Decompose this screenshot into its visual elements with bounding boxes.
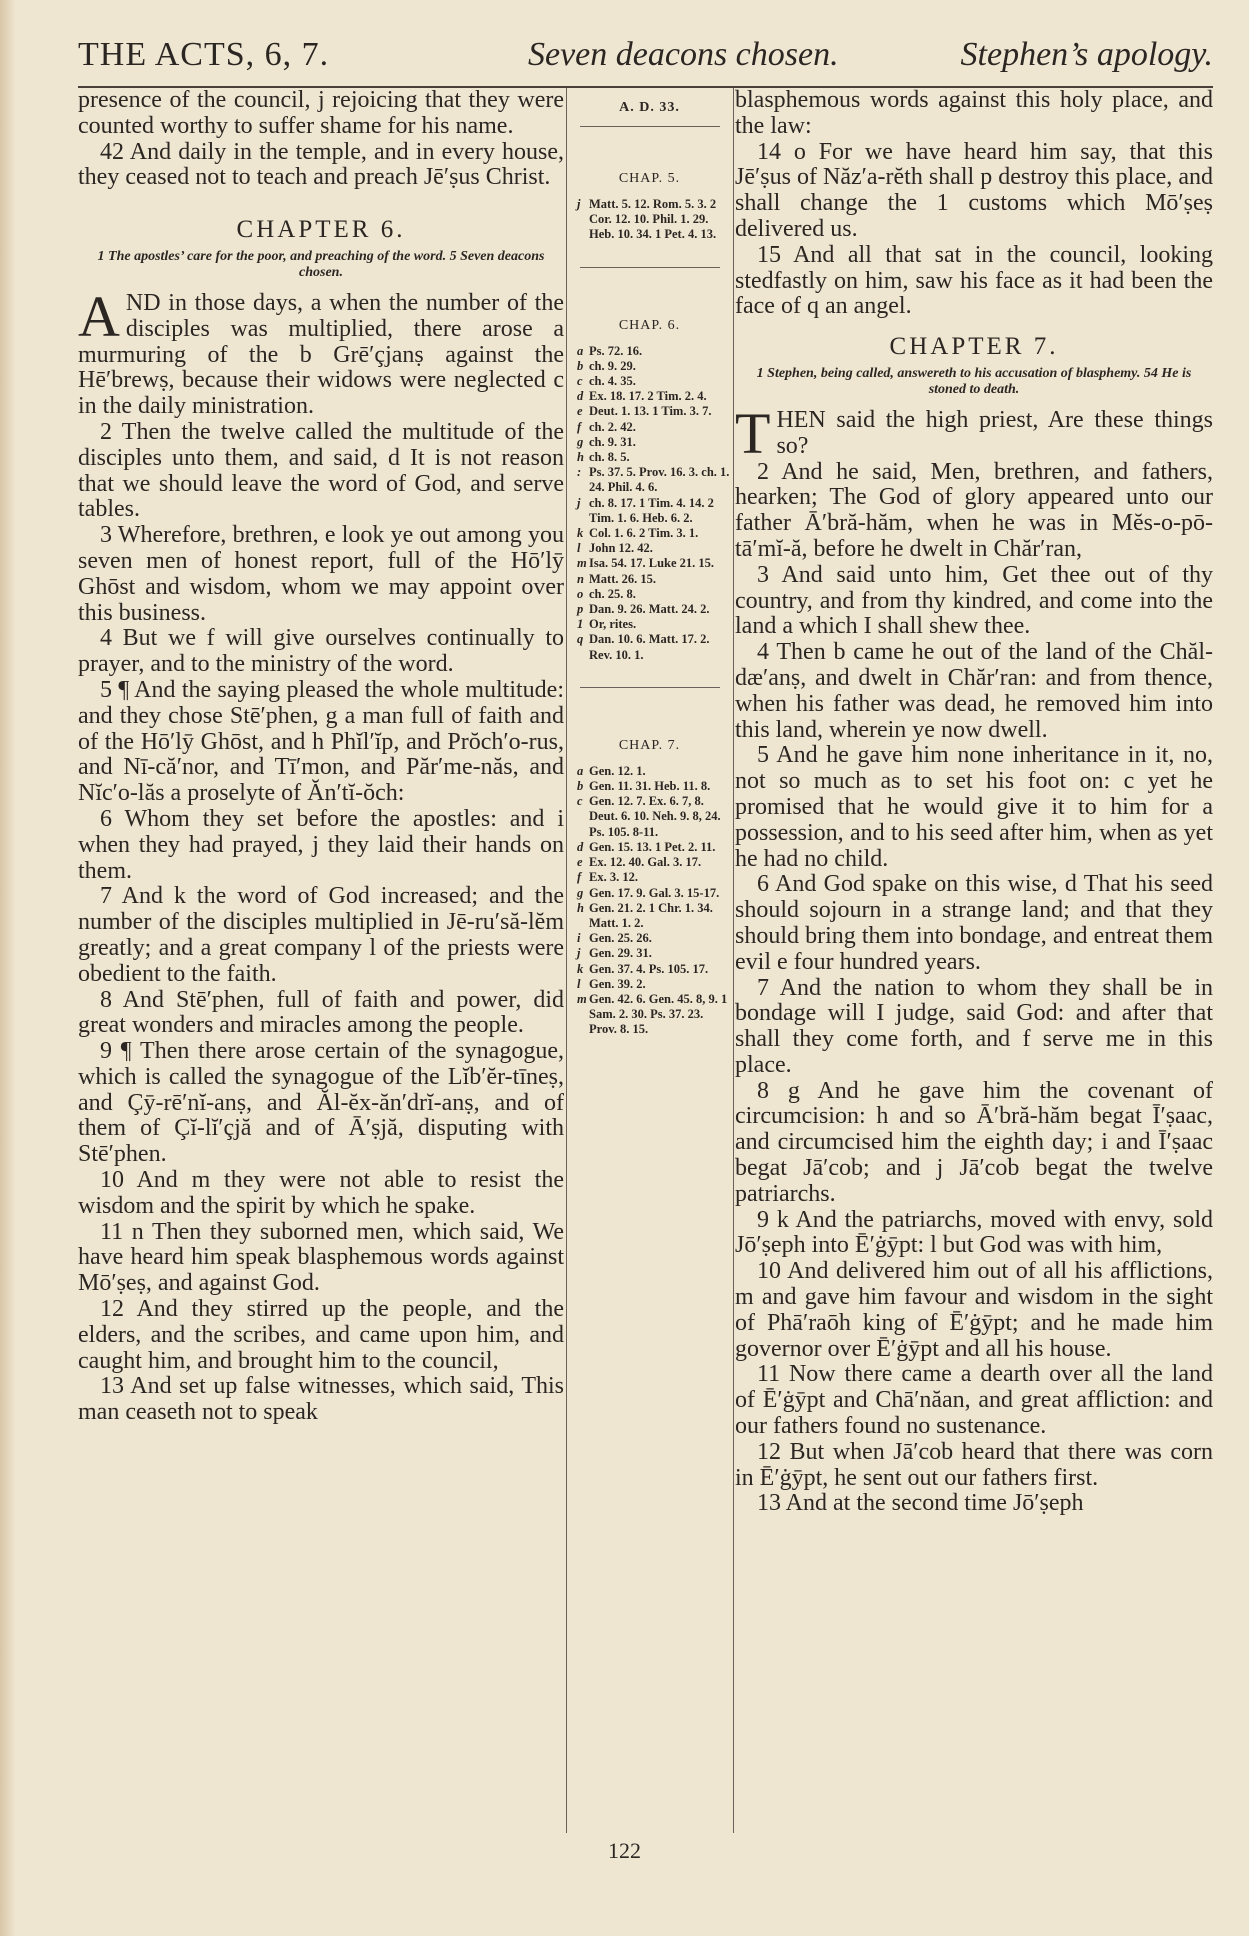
reference-text: Ps. 72. 16. — [589, 343, 643, 358]
reference-text: Col. 1. 6. 2 Tim. 3. 1. — [589, 526, 699, 541]
verse-paragraph: 10 And m they were not able to resist the wisdom and the spirit by which he spake. — [78, 1167, 564, 1219]
reference-text: Gen. 21. 2. 1 Chr. 1. 34. Matt. 1. 2. — [589, 900, 713, 930]
reference-key: o — [577, 586, 584, 601]
verse-paragraph: 10 And delivered him out of all his afflictions, m and gave him favour and wisdom in the sight of Phā′raōh king of Ē′ġȳpt; and he made him governor over Ē′ġȳpt and all his house. — [735, 1258, 1213, 1362]
reference-text: Gen. 12. 1. — [589, 763, 646, 778]
reference-key: m — [577, 556, 587, 571]
reference-key: b — [577, 779, 584, 794]
reference-key: 1 — [577, 617, 584, 632]
reference-text: ch. 9. 29. — [589, 358, 636, 373]
reference-entry — [577, 764, 732, 779]
chapter-7-summary: 1 Stephen, being called, answereth to his accusation of blasphemy. 54 He is stoned to death. — [756, 365, 1192, 397]
reference-text: Isa. 54. 17. Luke 21. 15. — [589, 556, 715, 571]
verse-paragraph: 11 Now there came a dearth over all the land of Ē′ġȳpt and Chā′năan, and great affliction: and our fathers found no sustenance. — [735, 1361, 1213, 1440]
reference-text: Dan. 9. 26. Matt. 24. 2. — [589, 602, 710, 617]
reference-key: g — [577, 434, 584, 449]
verse-paragraph: 11 n Then they suborned men, which said, We have heard him speak blasphemous words against Mō′ṣeṣ, and against God. — [78, 1218, 564, 1297]
reference-entry — [577, 794, 732, 840]
verse-paragraph: 2 Then the twelve called the multitude of the disciples unto them, and said, d It is not reason that we should leave the word of God, and serve tables. — [78, 418, 564, 523]
reference-entry — [577, 992, 732, 1038]
reference-entry — [577, 901, 732, 931]
reference-key: q — [577, 632, 584, 647]
reference-chapter-label: CHAP. 5. — [618, 171, 681, 186]
cross-reference-column — [567, 88, 732, 1038]
page-number: 122 — [608, 1838, 641, 1863]
reference-text: Ex. 12. 40. Gal. 3. 17. — [589, 855, 702, 870]
reference-entry — [577, 496, 732, 526]
reference-entry — [577, 870, 732, 885]
left-verse-list — [78, 420, 564, 1426]
reference-list — [567, 764, 732, 1038]
verse-paragraph: 8 g And he gave him the covenant of circumcision: h and so Ā′bră-hăm begat Ī′ṣaac, and circumcised him the eighth day; i and Ī′ṣaac begat Jā′cob; and j Jā′cob begat the twelve patriarchs. — [735, 1077, 1213, 1207]
reference-key: l — [577, 976, 581, 991]
reference-rule — [580, 267, 720, 268]
reference-entry — [577, 420, 732, 435]
reference-text: Ps. 37. 5. Prov. 16. 3. ch. 1. 24. Phil. 4. 6. — [589, 465, 730, 495]
reference-key: f — [577, 870, 582, 885]
reference-text: ch. 4. 35. — [589, 374, 636, 389]
reference-key: a — [577, 763, 584, 778]
left-text-column — [78, 88, 564, 1426]
reference-key: e — [577, 404, 583, 419]
reference-text: ch. 8. 17. 1 Tim. 4. 14. 2 Tim. 1. 6. Heb. 6. 2. — [589, 495, 714, 525]
reference-entry — [577, 572, 732, 587]
reference-key: e — [577, 855, 583, 870]
verse-paragraph: 12 But when Jā′cob heard that there was corn in Ē′ġȳpt, he sent out our fathers first. — [735, 1438, 1213, 1491]
reference-text: Gen. 15. 13. 1 Pet. 2. 11. — [589, 839, 716, 854]
reference-key: i — [577, 931, 581, 946]
verse-paragraph: 4 Then b came he out of the land of the Chăl-dæ′anṣ, and dwelt in Chăr′ran: and from thence, when his father was dead, he removed him into this land, wherein ye now dwell. — [735, 639, 1213, 743]
reference-key: a — [577, 343, 584, 358]
reference-entry — [577, 556, 732, 571]
verse-paragraph: 4 But we f will give ourselves continually to prayer, and to the ministry of the word. — [78, 625, 564, 678]
reference-chapter-label: CHAP. 6. — [618, 317, 681, 333]
reference-chapter-label: CHAP. 7. — [618, 737, 681, 753]
chapter-6-title: CHAPTER 6. — [236, 216, 406, 244]
reference-key: f — [577, 419, 582, 434]
reference-text: ch. 2. 42. — [589, 419, 636, 434]
reference-text: Or, rites. — [589, 617, 637, 632]
reference-key: h — [577, 900, 584, 915]
verse-paragraph: 6 Whom they set before the apostles: and i when they had prayed, j they laid their hands on them. — [78, 805, 564, 884]
reference-rule — [580, 687, 720, 688]
verse-paragraph: 8 And Stē′phen, full of faith and power, did great wonders and miracles among the people. — [78, 986, 564, 1039]
reference-entry — [577, 197, 732, 243]
reference-text: Ex. 18. 17. 2 Tim. 2. 4. — [589, 389, 707, 404]
reference-text: Gen. 12. 7. Ex. 6. 7, 8. Deut. 6. 10. Neh. 9. 8, 24. Ps. 105. 8-11. — [589, 794, 721, 839]
reference-entry — [577, 450, 732, 465]
chapter-7-verse-1: THEN said the high priest, Are these things so? — [735, 400, 1213, 466]
reference-entry — [577, 587, 732, 602]
reference-entry — [577, 465, 732, 495]
reference-entry — [577, 840, 732, 855]
verse-paragraph: 9 ¶ Then there arose certain of the synagogue, which is called the synagogue of the Lĭb′ĕr-tīneṣ, and Çȳ-rē′nĭ-anṣ, and Ăl-ĕx-ăn′drĭ-anṣ, and of them of Çĭ-lĭ′çjă and of Ā′ṣjă, disputing with Stē′phen. — [78, 1038, 564, 1168]
reference-rule — [580, 126, 720, 127]
reference-entry — [577, 374, 732, 389]
right-text-column — [735, 88, 1213, 1517]
chapter-6-verse-1: AND in those days, a when the number of the disciples was multiplied, there arose a murmuring of the b Grē′çjanṣ against the Hē′brewṣ, because their widows were neglected c in the daily ministration. — [78, 283, 564, 420]
reference-text: Matt. 26. 15. — [589, 571, 656, 586]
reference-text: Gen. 29. 31. — [589, 946, 652, 961]
verse-paragraph: 42 And daily in the temple, and in every house, they ceased not to teach and preach Jē′ṣus Christ. — [78, 138, 564, 191]
reference-key: k — [577, 526, 584, 541]
reference-key: : — [577, 465, 582, 480]
reference-key: p — [577, 602, 584, 617]
reference-entry — [577, 602, 732, 617]
verse-paragraph: 5 And he gave him none inheritance in it, no, not so much as to set his foot on: c yet he promised that he would give it to him for a possession, and to his seed after him, when as yet he had no child. — [735, 742, 1213, 872]
right-verse-list — [735, 460, 1213, 1518]
reference-text: Gen. 39. 2. — [589, 976, 646, 991]
reference-key: j — [577, 946, 581, 961]
reference-text: Deut. 1. 13. 1 Tim. 3. 7. — [589, 404, 712, 419]
chapter-6-summary: 1 The apostles’ care for the poor, and preaching of the word. 5 Seven deacons chosen. — [97, 248, 545, 280]
reference-text: Gen. 17. 9. Gal. 3. 15-17. — [589, 885, 720, 900]
reference-entry — [577, 344, 732, 359]
verse-paragraph: 5 ¶ And the saying pleased the whole multitude: and they chose Stē′phen, g a man full of faith and of the Hō′lȳ Ghōst, and h Phĭl′ĭp, and Prŏch′o-rus, and Nī-că′nor, and Tī′mon, and Păr′me-năs, and Nĭc′o-lăs a proselyte of Ăn′tĭ-ŏch: — [78, 676, 564, 807]
reference-text: Ex. 3. 12. — [589, 870, 638, 885]
verse-paragraph: 7 And the nation to whom they shall be in bondage will I judge, said God: and after that shall they come forth, and f serve me in this place. — [735, 974, 1213, 1078]
reference-key: c — [577, 374, 583, 389]
reference-entry — [577, 962, 732, 977]
reference-entry — [577, 931, 732, 946]
reference-entry — [577, 617, 732, 632]
reference-entry — [577, 526, 732, 541]
drop-cap: A — [78, 283, 120, 349]
reference-text: Gen. 42. 6. Gen. 45. 8, 9. 1 Sam. 2. 30. Ps. 37. 23. Prov. 8. 15. — [589, 991, 728, 1037]
verse-paragraph: 3 And said unto him, Get thee out of thy country, and from thy kindred, and come into the land a which I shall shew thee. — [735, 561, 1213, 640]
reference-entry — [577, 404, 732, 419]
reference-key: j — [577, 197, 581, 211]
reference-entry — [577, 977, 732, 992]
verse-paragraph: 12 And they stirred up the people, and the elders, and the scribes, and came upon him, and caught him, and brought him to the council, — [78, 1296, 564, 1374]
reference-entry — [577, 389, 732, 404]
reference-entry — [577, 779, 732, 794]
reference-text: Matt. 5. 12. Rom. 5. 3. 2 Cor. 12. 10. Phil. 1. 29. Heb. 10. 34. 1 Pet. 4. 13. — [589, 197, 717, 242]
verse-paragraph: 9 k And the patriarchs, moved with envy, sold Jō′ṣeph into Ē′ġȳpt: l but God was with him, — [735, 1206, 1213, 1259]
reference-key: b — [577, 358, 584, 373]
header-book-chapter: THE ACTS, 6, 7. — [78, 36, 330, 73]
reference-entry — [577, 359, 732, 374]
reference-key: d — [577, 389, 584, 404]
verse-paragraph: 3 Wherefore, brethren, e look ye out among you seven men of honest report, full of the Hō′lȳ Ghōst and wisdom, whom we may appoint over this business. — [78, 522, 564, 626]
reference-key: d — [577, 839, 584, 854]
reference-list — [567, 344, 732, 663]
reference-entry — [577, 946, 732, 961]
reference-key: j — [577, 495, 581, 510]
verse-paragraph: 14 o For we have heard him say, that this Jē′ṣus of Năz′a-rĕth shall p destroy this place, and shall change the 1 customs which Mō′ṣeṣ delivered us. — [735, 138, 1213, 242]
verse-paragraph: 15 And all that sat in the council, looking stedfastly on him, saw his face as it had been the face of q an angel. — [735, 241, 1213, 320]
header-topic-right: Stephen’s apology. — [960, 36, 1213, 73]
reference-text: Dan. 10. 6. Matt. 17. 2. Rev. 10. 1. — [589, 632, 710, 662]
header-topic-left: Seven deacons chosen. — [528, 36, 839, 73]
reference-entry — [577, 855, 732, 870]
reference-key: c — [577, 794, 583, 809]
reference-entry — [577, 632, 732, 662]
verse-paragraph: blasphemous words against this holy place, and the law: — [735, 87, 1213, 139]
verse-paragraph: 2 And he said, Men, brethren, and fathers, hearken; The God of glory appeared unto our father Ā′bră-hăm, when he was in Mĕs-o-pō-tā′mĭ-ă, before he dwelt in Chăr′ran, — [735, 458, 1213, 562]
reference-key: g — [577, 885, 584, 900]
reference-key: m — [577, 991, 587, 1006]
page-binding-shadow — [0, 0, 16, 1936]
running-header — [78, 36, 1213, 86]
reference-text: ch. 9. 31. — [589, 434, 636, 449]
column-divider-right — [733, 88, 734, 1833]
drop-cap: T — [735, 400, 771, 466]
reference-text: Gen. 11. 31. Heb. 11. 8. — [589, 779, 711, 794]
reference-text: Gen. 25. 26. — [589, 931, 652, 946]
verse-paragraph: 7 And k the word of God increased; and the number of the disciples multiplied in Jē-ru′să-lĕm greatly; and a great company l of the priests were obedient to the faith. — [78, 883, 564, 987]
reference-key: h — [577, 450, 584, 465]
reference-list — [567, 197, 732, 243]
reference-entry — [577, 435, 732, 450]
reference-text: John 12. 42. — [589, 541, 653, 556]
reference-key: k — [577, 961, 584, 976]
anno-domini-label: A. D. 33. — [619, 100, 680, 115]
reference-text: ch. 8. 5. — [589, 450, 630, 465]
verse-paragraph: presence of the council, j rejoicing that they were counted worthy to suffer shame for his name. — [78, 87, 564, 139]
verse-paragraph: 13 And at the second time Jō′ṣeph — [757, 1490, 1084, 1517]
reference-entry — [577, 541, 732, 556]
reference-key: n — [577, 571, 584, 586]
reference-entry — [577, 886, 732, 901]
verse-paragraph: 6 And God spake on this wise, d That his seed should sojourn in a strange land; and that they should bring them into bondage, and entreat them evil e four hundred years. — [735, 871, 1213, 975]
reference-key: l — [577, 541, 581, 556]
reference-text: ch. 25. 8. — [589, 586, 636, 601]
verse-paragraph: 13 And set up false witnesses, which said, This man ceaseth not to speak — [78, 1373, 564, 1426]
chapter-7-title: CHAPTER 7. — [889, 333, 1059, 361]
reference-text: Gen. 37. 4. Ps. 105. 17. — [589, 961, 709, 976]
